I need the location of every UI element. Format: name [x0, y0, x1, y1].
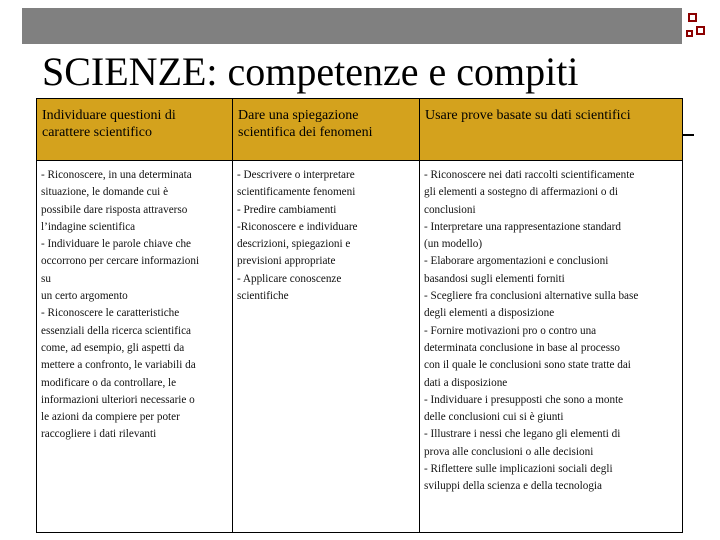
task-line: con il quale le conclusioni sono state tratte dai: [424, 359, 631, 372]
decorative-square-icon: [688, 13, 697, 22]
competence-table: [36, 98, 683, 533]
task-line: - Illustrare i nessi che legano gli elementi di: [424, 428, 621, 441]
task-line: raccogliere i dati rilevanti: [41, 428, 157, 441]
task-line: essenziali della ricerca scientifica: [41, 324, 192, 337]
task-line: basandosi sugli elementi forniti: [424, 272, 565, 285]
task-line: dati a disposizione: [424, 376, 508, 389]
task-line: prova alle conclusioni o alle decisioni: [424, 445, 594, 458]
task-line: - Predire cambiamenti: [237, 203, 337, 216]
task-line: conclusioni: [424, 203, 476, 216]
header-spiegazione: Dare una spiegazione scientifica dei fenomeni: [233, 99, 420, 161]
task-line: degli elementi a disposizione: [424, 307, 555, 320]
cell-spiegazione-compiti: [233, 161, 420, 533]
top-decorative-bar: [22, 8, 682, 44]
table-header-row: [37, 99, 683, 161]
task-line: occorrono per cercare informazioni: [41, 255, 200, 268]
task-line: - Riconoscere le caratteristiche: [41, 307, 180, 320]
task-line: - Descrivere o interpretare: [237, 169, 355, 181]
task-line: possibile dare risposta attraverso: [41, 203, 188, 216]
task-line: delle conclusioni cui si è giunti: [424, 411, 564, 424]
table-row: [37, 161, 683, 533]
task-line: modificare o da controllare, le: [41, 376, 177, 389]
task-line: - Riflettere sulle implicazioni sociali degli: [424, 463, 613, 476]
task-line: -Riconoscere e individuare: [237, 220, 358, 233]
task-line: - Riconoscere nei dati raccolti scientificamente: [424, 169, 635, 181]
task-line: sviluppi della scienza e della tecnologia: [424, 480, 603, 493]
task-line: su: [41, 272, 51, 285]
task-line: - Scegliere fra conclusioni alternative sulla base: [424, 290, 639, 303]
task-line: - Riconoscere, in una determinata: [41, 169, 192, 181]
slide-title: SCIENZE: competenze e compiti: [42, 49, 579, 94]
task-line: situazione, le domande cui è: [41, 186, 169, 199]
task-line: previsioni appropriate: [237, 255, 336, 268]
task-line: informazioni ulteriori necessarie o: [41, 393, 195, 406]
header-individuare: Individuare questioni di carattere scientifico: [37, 99, 233, 161]
task-line: gli elementi a sostegno di affermazioni o di: [424, 186, 618, 199]
cell-individuare-compiti: [37, 161, 233, 533]
task-line: come, ad esempio, gli aspetti da: [41, 341, 185, 354]
task-line: l’indagine scientifica: [41, 220, 136, 233]
header-prove: Usare prove basate su dati scientifici: [420, 99, 683, 161]
task-line: - Interpretare una rappresentazione standard: [424, 220, 621, 233]
task-line: scientifiche: [237, 290, 289, 303]
task-line: - Individuare le parole chiave che: [41, 238, 192, 251]
task-line: scientificamente fenomeni: [237, 186, 356, 199]
task-line: - Individuare i presupposti che sono a monte: [424, 393, 624, 406]
cell-prove-compiti: [420, 161, 683, 533]
task-line: - Fornire motivazioni pro o contro una: [424, 324, 597, 337]
task-line: le azioni da compiere per poter: [41, 411, 180, 424]
task-line: (un modello): [424, 238, 483, 251]
task-line: descrizioni, spiegazioni e: [237, 238, 351, 251]
task-line: - Elaborare argomentazioni e conclusioni: [424, 255, 609, 268]
task-line: determinata conclusione in base al processo: [424, 341, 621, 354]
task-line: un certo argomento: [41, 290, 128, 303]
decorative-square-icon: [686, 30, 693, 37]
task-line: mettere a confronto, le variabili da: [41, 359, 196, 372]
task-line: - Applicare conoscenze: [237, 272, 342, 285]
decorative-square-icon: [696, 26, 705, 35]
